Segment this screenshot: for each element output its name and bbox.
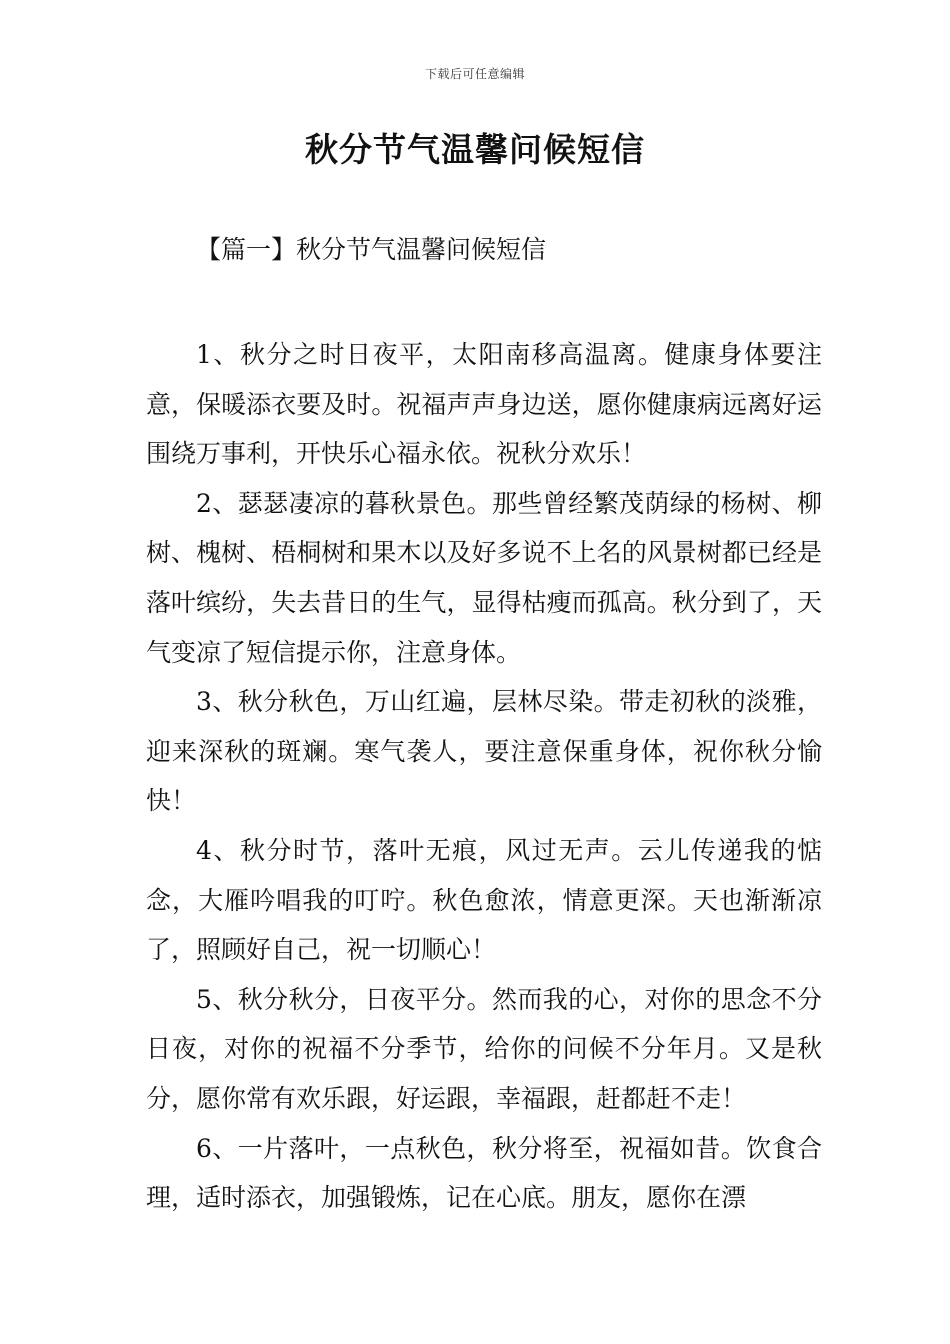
document-body bbox=[146, 330, 822, 1223]
section-heading: 【篇一】秋分节气温馨问候短信 bbox=[196, 235, 547, 264]
paragraph-1: 1、秋分之时日夜平，太阳南移高温离。健康身体要注意，保暖添衣要及时。祝福声声身边送，愿你健康病远离好运围绕万事利，开快乐心福永依。祝秋分欢乐！ bbox=[146, 340, 822, 469]
header-note: 下载后可任意编辑 bbox=[424, 67, 525, 81]
paragraph-5: 5、秋分秋分，日夜平分。然而我的心，对你的思念不分日夜，对你的祝福不分季节，给你的问候不分年月。又是秋分，愿你常有欢乐跟，好运跟，幸福跟，赶都赶不走！ bbox=[146, 984, 822, 1113]
document-title: 秋分节气温馨问候短信 bbox=[305, 130, 645, 169]
paragraph-6: 6、一片落叶，一点秋色，秋分将至，祝福如昔。饮食合理，适时添衣，加强锻炼，记在心底。朋友，愿你在漂 bbox=[146, 1133, 822, 1213]
paragraph-3: 3、秋分秋色，万山红遍，层林尽染。带走初秋的淡雅，迎来深秋的斑斓。寒气袭人，要注意保重身体，祝你秋分愉快！ bbox=[146, 687, 822, 816]
paragraph-2: 2、瑟瑟凄凉的暮秋景色。那些曾经繁茂荫绿的杨树、柳树、槐树、梧桐树和果木以及好多说不上名的风景树都已经是落叶缤纷，失去昔日的生气，显得枯瘦而孤高。秋分到了，天气变凉了短信提示你，注意身体。 bbox=[146, 488, 822, 667]
paragraph-4: 4、秋分时节，落叶无痕，风过无声。云儿传递我的惦念，大雁吟唱我的叮咛。秋色愈浓，情意更深。天也渐渐凉了，照顾好自己，祝一切顺心！ bbox=[146, 835, 822, 965]
